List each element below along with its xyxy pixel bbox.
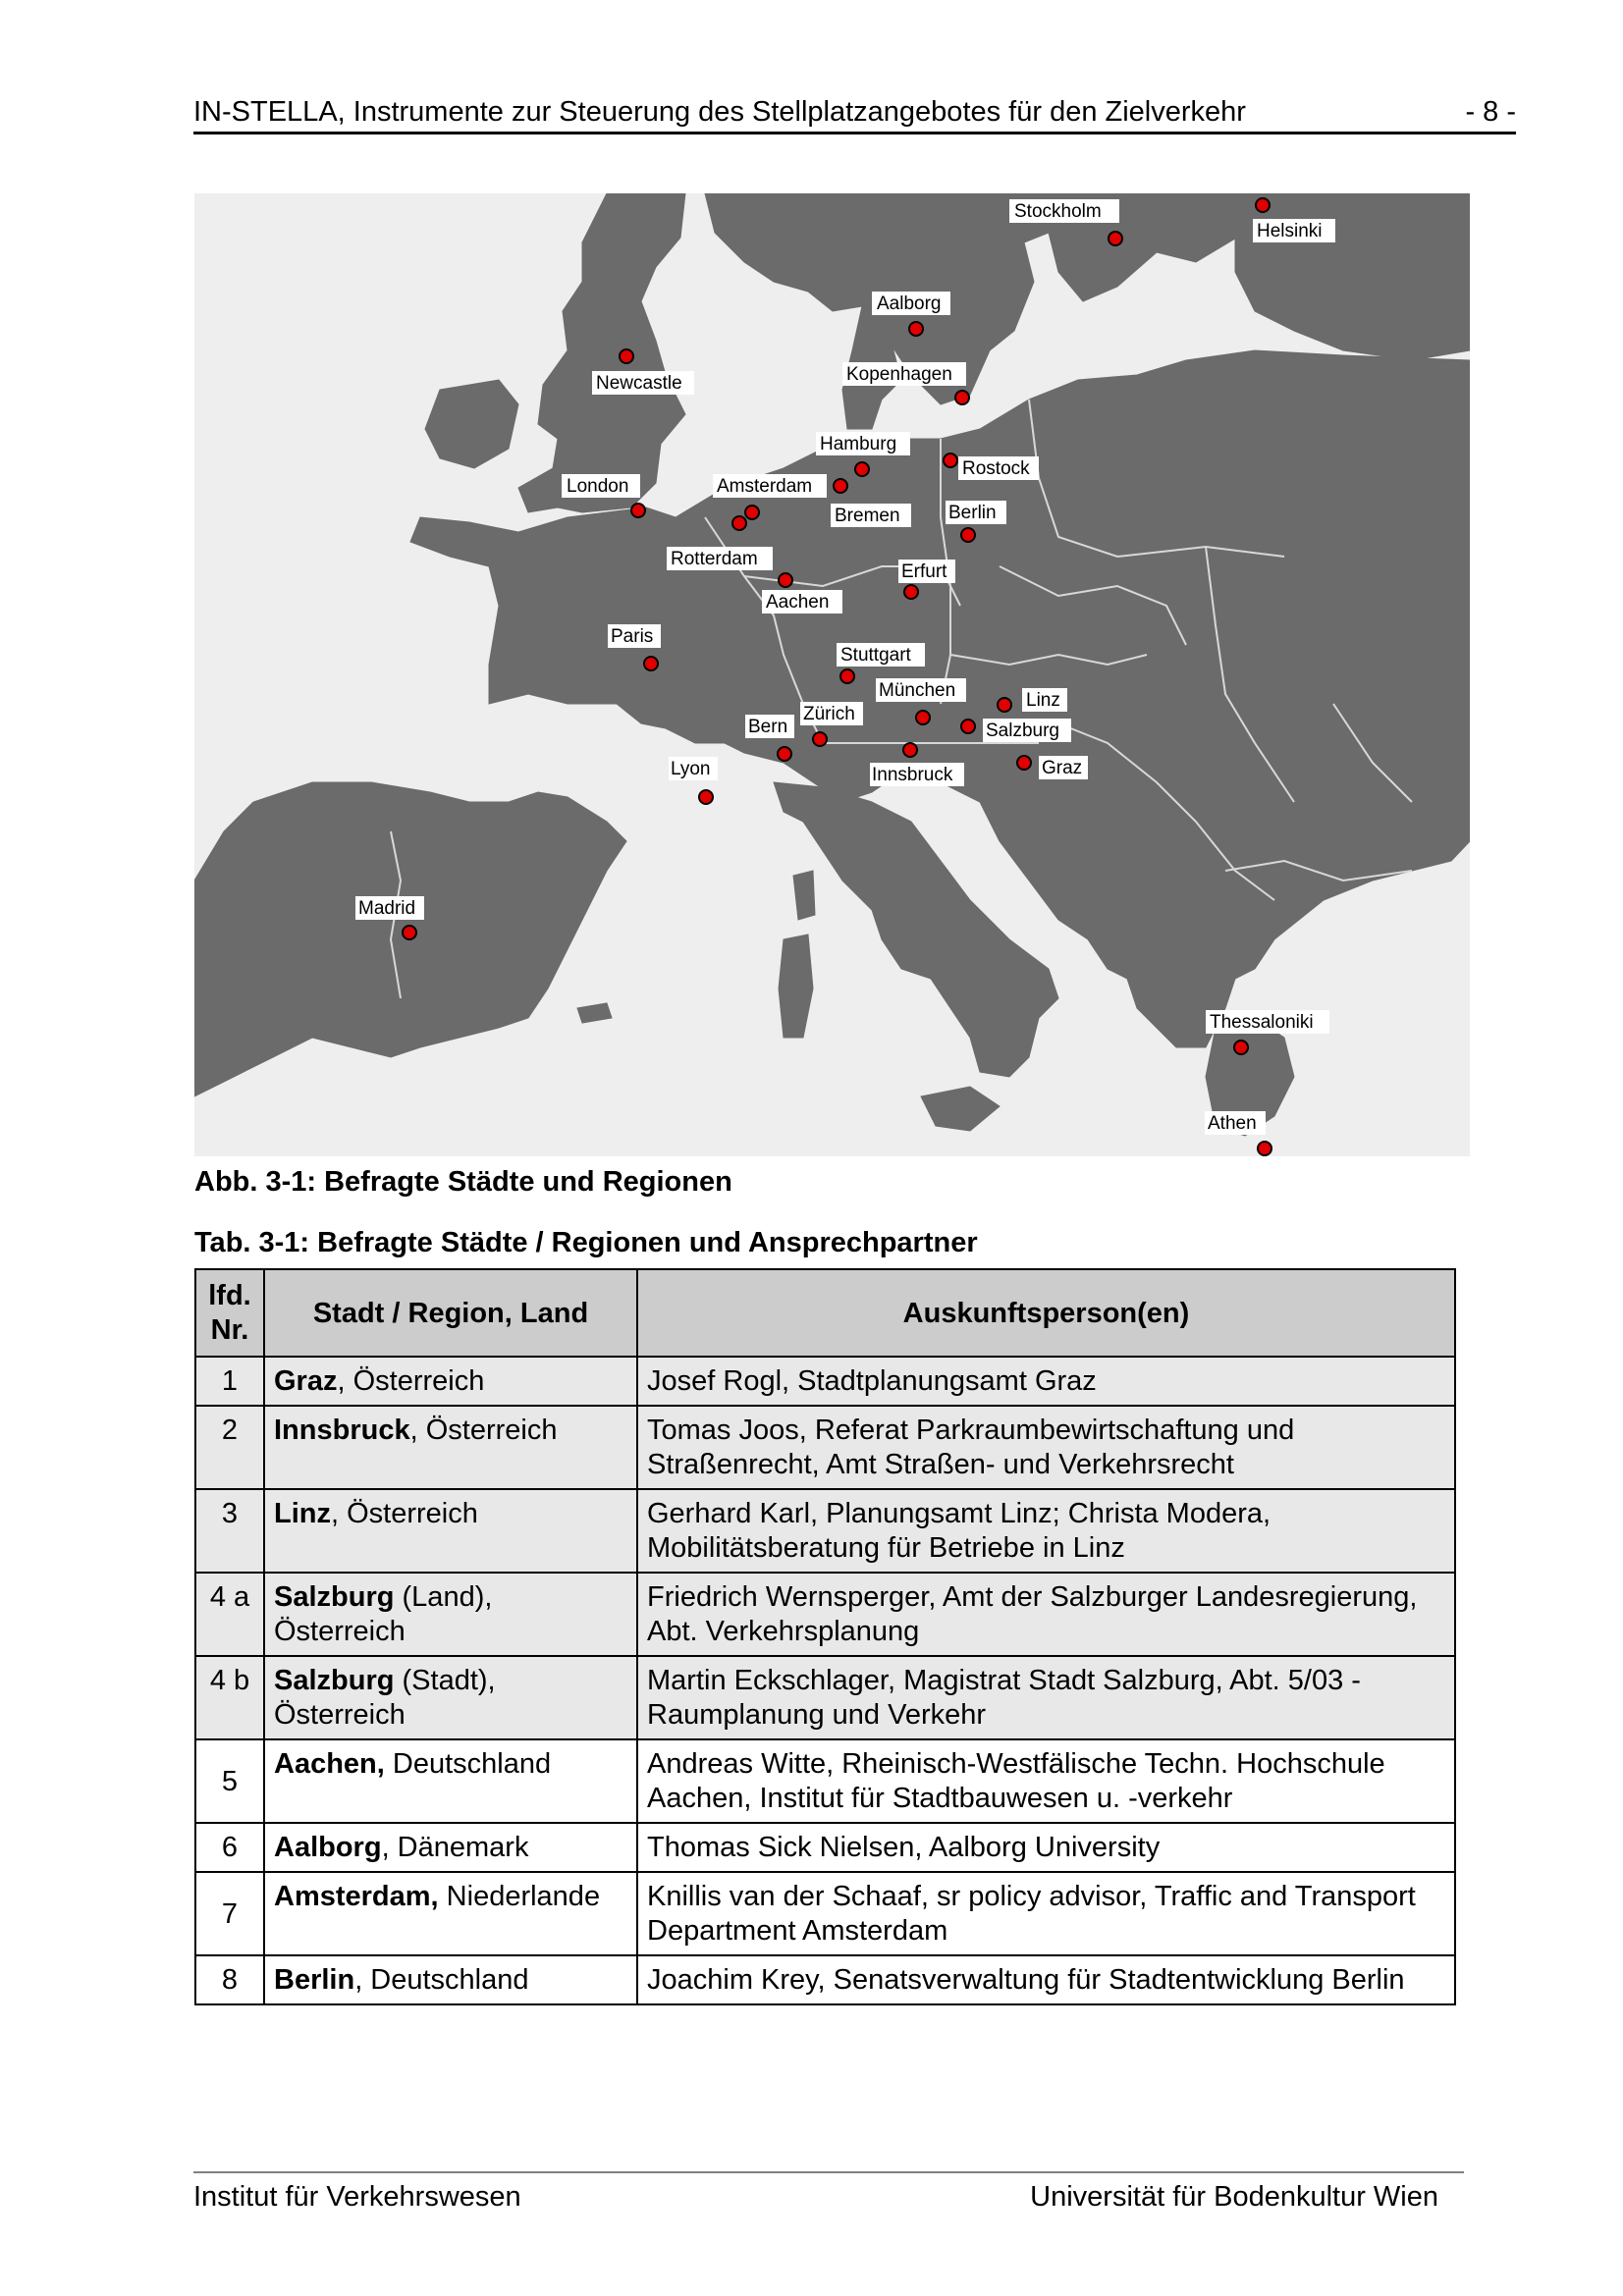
city-name: Aachen, bbox=[274, 1748, 385, 1780]
row-nr: 7 bbox=[195, 1872, 264, 1955]
row-contact: Andreas Witte, Rheinisch-Westfälische Techn. Hochschule Aachen, Institut für Stadtbauwesen u. -verkehr bbox=[637, 1739, 1455, 1823]
footer-university: Universität für Bodenkultur Wien bbox=[1030, 2181, 1438, 2213]
page-footer bbox=[193, 2171, 1464, 2213]
country: (Stadt), Österreich bbox=[274, 1665, 496, 1731]
svg-text:Berlin: Berlin bbox=[948, 503, 997, 523]
table-header-row bbox=[195, 1269, 1455, 1357]
svg-text:Athen: Athen bbox=[1208, 1113, 1257, 1134]
table-row bbox=[195, 1357, 1455, 1406]
country: , Deutschland bbox=[354, 1964, 529, 1996]
svg-text:Aalborg: Aalborg bbox=[877, 294, 942, 314]
svg-text:Hamburg: Hamburg bbox=[820, 434, 897, 454]
row-city bbox=[264, 1739, 637, 1823]
row-contact: Knillis van der Schaaf, sr policy advisor, Traffic and Transport Department Amsterdam bbox=[637, 1872, 1455, 1955]
contacts-table bbox=[194, 1268, 1456, 2005]
svg-text:Aachen: Aachen bbox=[766, 592, 830, 613]
table-row bbox=[195, 1739, 1455, 1823]
row-contact: Tomas Joos, Referat Parkraumbewirtschaftung und Straßenrecht, Amt Straßen- und Verkehrsrecht bbox=[637, 1406, 1455, 1489]
svg-text:Stockholm: Stockholm bbox=[1014, 201, 1102, 222]
row-contact: Joachim Krey, Senatsverwaltung für Stadtentwicklung Berlin bbox=[637, 1955, 1455, 2004]
europe-map-svg bbox=[194, 193, 1470, 1156]
row-city bbox=[264, 1656, 637, 1739]
row-city bbox=[264, 1872, 637, 1955]
row-nr: 2 bbox=[195, 1406, 264, 1489]
table-row bbox=[195, 1872, 1455, 1955]
country: , Österreich bbox=[331, 1498, 478, 1529]
row-contact: Martin Eckschlager, Magistrat Stadt Salzburg, Abt. 5/03 - Raumplanung und Verkehr bbox=[637, 1656, 1455, 1739]
svg-text:Amsterdam: Amsterdam bbox=[717, 476, 813, 497]
row-contact: Gerhard Karl, Planungsamt Linz; Christa Modera, Mobilitätsberatung für Betriebe in Linz bbox=[637, 1489, 1455, 1573]
svg-text:Erfurt: Erfurt bbox=[901, 561, 947, 582]
svg-text:London: London bbox=[567, 476, 629, 497]
table-row bbox=[195, 1489, 1455, 1573]
city-name: Aalborg bbox=[274, 1832, 382, 1863]
svg-text:Linz: Linz bbox=[1026, 690, 1060, 711]
row-nr: 6 bbox=[195, 1823, 264, 1872]
svg-text:Lyon: Lyon bbox=[671, 759, 711, 779]
table-row bbox=[195, 1573, 1455, 1656]
country: Niederlande bbox=[438, 1881, 601, 1912]
svg-text:Bremen: Bremen bbox=[835, 506, 900, 526]
svg-text:Madrid: Madrid bbox=[358, 898, 416, 919]
row-city bbox=[264, 1823, 637, 1872]
table-caption: Tab. 3-1: Befragte Städte / Regionen und Ansprechpartner bbox=[194, 1227, 978, 1258]
row-city bbox=[264, 1955, 637, 2004]
row-city bbox=[264, 1357, 637, 1406]
country: , Österreich bbox=[409, 1415, 558, 1446]
row-contact: Thomas Sick Nielsen, Aalborg University bbox=[637, 1823, 1455, 1872]
row-nr: 3 bbox=[195, 1489, 264, 1573]
row-nr: 8 bbox=[195, 1955, 264, 2004]
svg-text:Thessaloniki: Thessaloniki bbox=[1210, 1012, 1314, 1033]
svg-text:Newcastle: Newcastle bbox=[596, 373, 682, 394]
header-city: Stadt / Region, Land bbox=[264, 1269, 637, 1357]
svg-text:Rotterdam: Rotterdam bbox=[671, 549, 758, 569]
svg-text:Helsinki: Helsinki bbox=[1257, 221, 1323, 241]
table-row bbox=[195, 1955, 1455, 2004]
figure-caption: Abb. 3-1: Befragte Städte und Regionen bbox=[194, 1166, 732, 1198]
svg-text:Zürich: Zürich bbox=[803, 704, 855, 724]
city-name: Salzburg bbox=[274, 1665, 395, 1696]
page-header bbox=[193, 96, 1516, 134]
city-name: Salzburg bbox=[274, 1581, 395, 1613]
row-city bbox=[264, 1489, 637, 1573]
city-name: Berlin bbox=[274, 1964, 355, 1996]
row-nr: 4 a bbox=[195, 1573, 264, 1656]
header-contact: Auskunftsperson(en) bbox=[637, 1269, 1455, 1357]
country: (Land), Österreich bbox=[274, 1581, 493, 1647]
row-nr: 5 bbox=[195, 1739, 264, 1823]
city-name: Graz bbox=[274, 1365, 338, 1397]
svg-text:Paris: Paris bbox=[611, 626, 654, 647]
footer-institute: Institut für Verkehrswesen bbox=[193, 2181, 521, 2213]
svg-text:Salzburg: Salzburg bbox=[986, 721, 1059, 741]
page-number: - 8 - bbox=[1465, 96, 1516, 128]
city-name: Amsterdam, bbox=[274, 1881, 439, 1912]
svg-text:Rostock: Rostock bbox=[962, 458, 1030, 479]
row-city bbox=[264, 1573, 637, 1656]
svg-text:Graz: Graz bbox=[1042, 758, 1083, 778]
svg-text:Bern: Bern bbox=[748, 717, 788, 737]
row-nr: 1 bbox=[195, 1357, 264, 1406]
svg-text:München: München bbox=[879, 680, 956, 701]
table-row bbox=[195, 1406, 1455, 1489]
row-contact: Friedrich Wernsperger, Amt der Salzburger Landesregierung, Abt. Verkehrsplanung bbox=[637, 1573, 1455, 1656]
europe-map bbox=[194, 193, 1470, 1156]
header-nr: lfd. Nr. bbox=[195, 1269, 264, 1357]
row-city bbox=[264, 1406, 637, 1489]
svg-text:Stuttgart: Stuttgart bbox=[840, 645, 911, 666]
svg-text:Innsbruck: Innsbruck bbox=[872, 765, 953, 785]
country: Deutschland bbox=[384, 1748, 552, 1780]
city-bremen bbox=[831, 504, 911, 527]
country: , Österreich bbox=[337, 1365, 485, 1397]
table-row bbox=[195, 1823, 1455, 1872]
svg-text:Kopenhagen: Kopenhagen bbox=[846, 364, 952, 385]
city-name: Linz bbox=[274, 1498, 331, 1529]
row-contact: Josef Rogl, Stadtplanungsamt Graz bbox=[637, 1357, 1455, 1406]
document-title: IN-STELLA, Instrumente zur Steuerung des Stellplatzangebotes für den Zielverkehr bbox=[193, 96, 1246, 128]
row-nr: 4 b bbox=[195, 1656, 264, 1739]
city-name: Innsbruck bbox=[274, 1415, 410, 1446]
table-row bbox=[195, 1656, 1455, 1739]
country: , Dänemark bbox=[381, 1832, 529, 1863]
